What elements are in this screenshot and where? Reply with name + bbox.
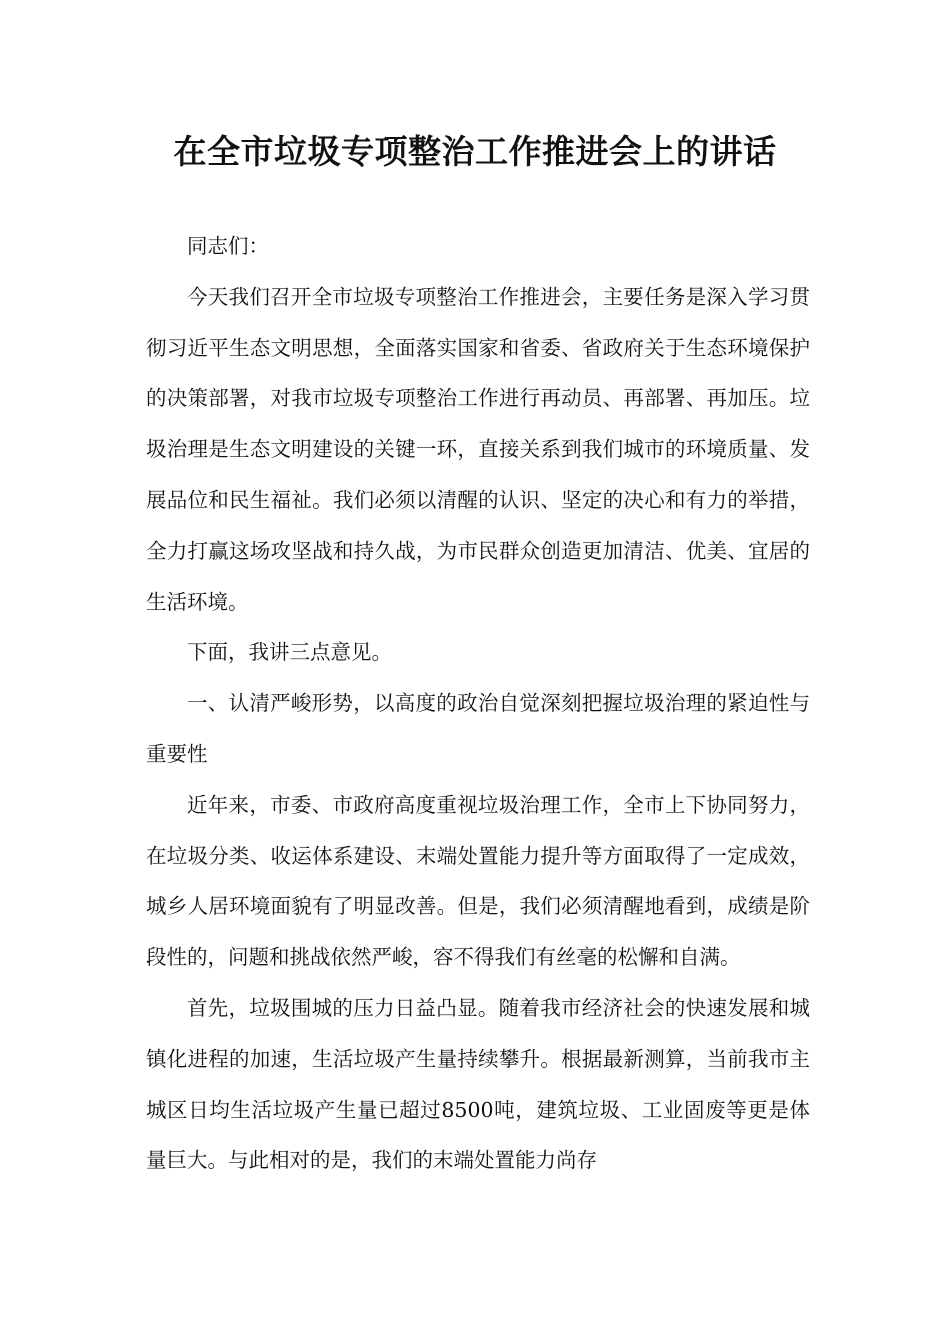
- section-heading-1: 一、认清严峻形势，以高度的政治自觉深刻把握垃圾治理的紧迫性与重要性: [146, 691, 810, 766]
- document-title: 在全市垃圾专项整治工作推进会上的讲话: [173, 132, 777, 171]
- paragraph-situation: 近年来，市委、市政府高度重视垃圾治理工作，全市上下协同努力，在垃圾分类、收运体系建设、末端处置能力提升等方面取得了一定成效，城乡人居环境面貌有了明显改善。但是，我们必须清醒地看到，成绩是阶段性的，问题和挑战依然严峻，容不得我们有丝毫的松懈和自满。: [146, 792, 810, 970]
- paragraph-outline: 下面，我讲三点意见。: [187, 640, 392, 665]
- salutation: 同志们：: [187, 234, 269, 258]
- document-body: [146, 221, 810, 1186]
- paragraph-first-point: 首先，垃圾围城的压力日益凸显。随着我市经济社会的快速发展和城镇化进程的加速，生活垃圾产生量持续攀升。根据最新测算，当前我市主城区日均生活垃圾产生量已超过8500吨，建筑垃圾、工业固废等更是体量巨大。与此相对的是，我们的末端处置能力尚存: [146, 995, 810, 1173]
- paragraph-intro: 今天我们召开全市垃圾专项整治工作推进会，主要任务是深入学习贯彻习近平生态文明思想，全面落实国家和省委、省政府关于生态环境保护的决策部署，对我市垃圾专项整治工作进行再动员、再部署、再加压。垃圾治理是生态文明建设的关键一环，直接关系到我们城市的环境质量、发展品位和民生福祉。我们必须以清醒的认识、坚定的决心和有力的举措，全力打赢这场攻坚战和持久战，为市民群众创造更加清洁、优美、宜居的生活环境。: [146, 284, 810, 614]
